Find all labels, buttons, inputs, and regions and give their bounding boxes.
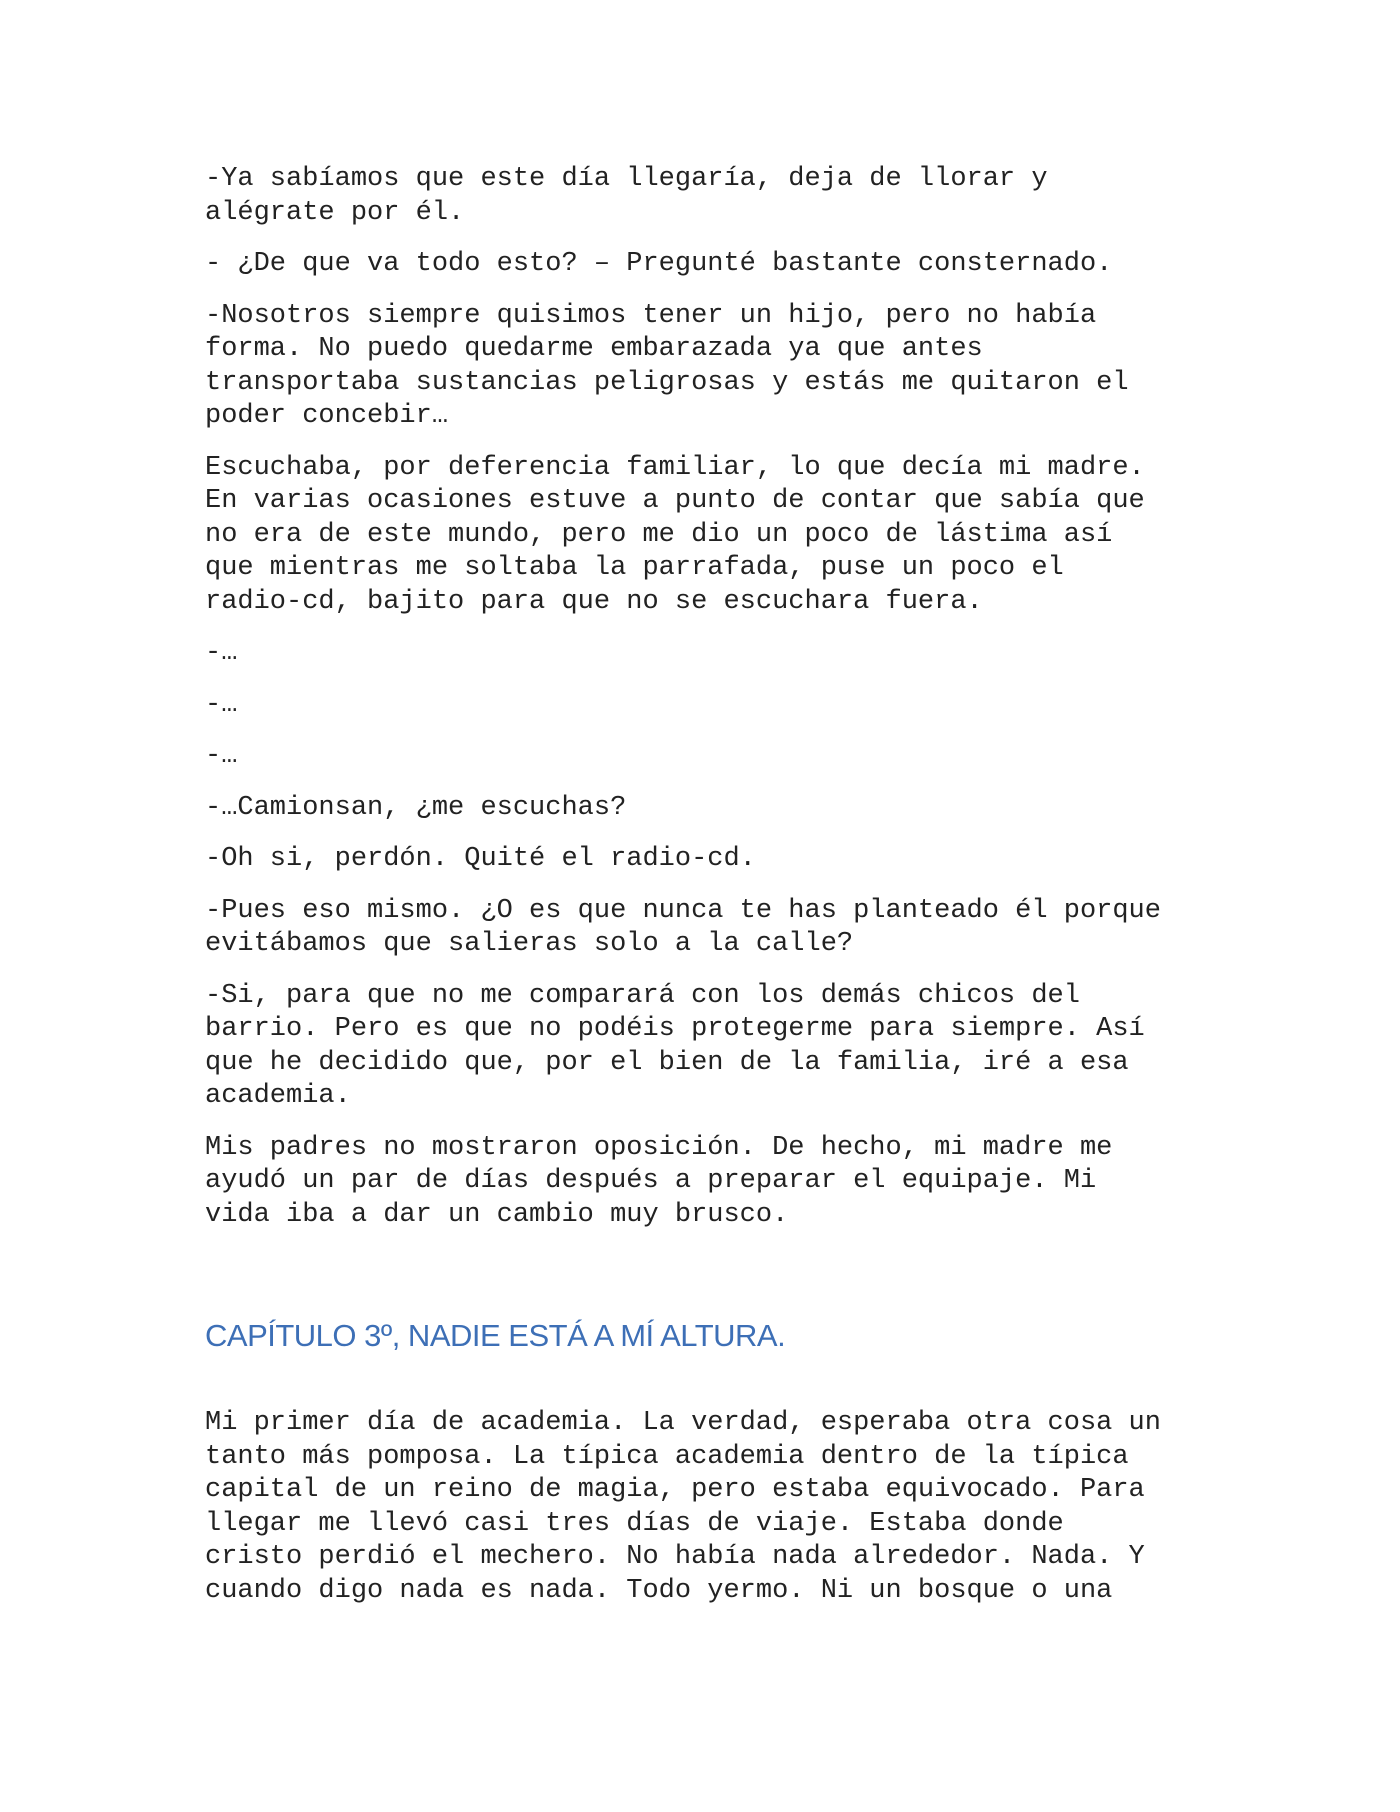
paragraph: -… <box>205 689 238 720</box>
paragraph: -… <box>205 638 238 668</box>
paragraph: -Ya sabíamos que este día llegaría, deja de llorar y alégrate por él. <box>205 164 1048 228</box>
text-block-bottom <box>205 1407 1205 1626</box>
paragraph: - ¿De que va todo esto? – Pregunté bastante consternado. <box>205 249 1113 279</box>
paragraph: Mi primer día de academia. La verdad, esperaba otra cosa un tanto más pomposa. La típica academia dentro de la típica capital de un reino de magia, pero estaba equivocado. Para llegar me llevó casi tres días de viaje. Estaba donde cristo perdió el mechero. No había nada alrededor. Nada. Y cuando digo nada es nada. Todo yermo. Ni un bosque o una <box>205 1408 1161 1606</box>
paragraph: -…Camionsan, ¿me escuchas? <box>205 792 627 823</box>
paragraph: Mis padres no mostraron oposición. De hecho, mi madre me ayudó un par de días después a preparar el equipaje. Mi vida iba a dar un cambio muy brusco. <box>205 1132 1113 1230</box>
paragraph: -Nosotros siempre quisimos tener un hijo, pero no había forma. No puedo quedarme embarazada ya que antes transportaba sustancias peligrosas y estás me quitaron el poder concebir… <box>205 300 1129 431</box>
paragraph: -… <box>205 741 238 771</box>
chapter-heading: CAPÍTULO 3º, NADIE ESTÁ A MÍ ALTURA. <box>205 1318 786 1353</box>
paragraph: -Pues eso mismo. ¿O es que nunca te has planteado él porque evitábamos que salieras solo a la calle? <box>205 895 1161 959</box>
paragraph: -Oh si, perdón. Quité el radio-cd. <box>205 844 756 874</box>
paragraph: -Si, para que no me comparará con los demás chicos del barrio. Pero es que no podéis protegerme para siempre. Así que he decidido que, por el bien de la familia, iré a esa academia. <box>205 980 1145 1111</box>
text-block-top <box>205 163 1205 1250</box>
paragraph: Escuchaba, por deferencia familiar, lo que decía mi madre. En varias ocasiones estuve a punto de contar que sabía que no era de este mundo, pero me dio un poco de lástima así que mientras me soltaba la parrafada, puse un poco el radio-cd, bajito para que no se escuchara fuera. <box>205 452 1145 617</box>
